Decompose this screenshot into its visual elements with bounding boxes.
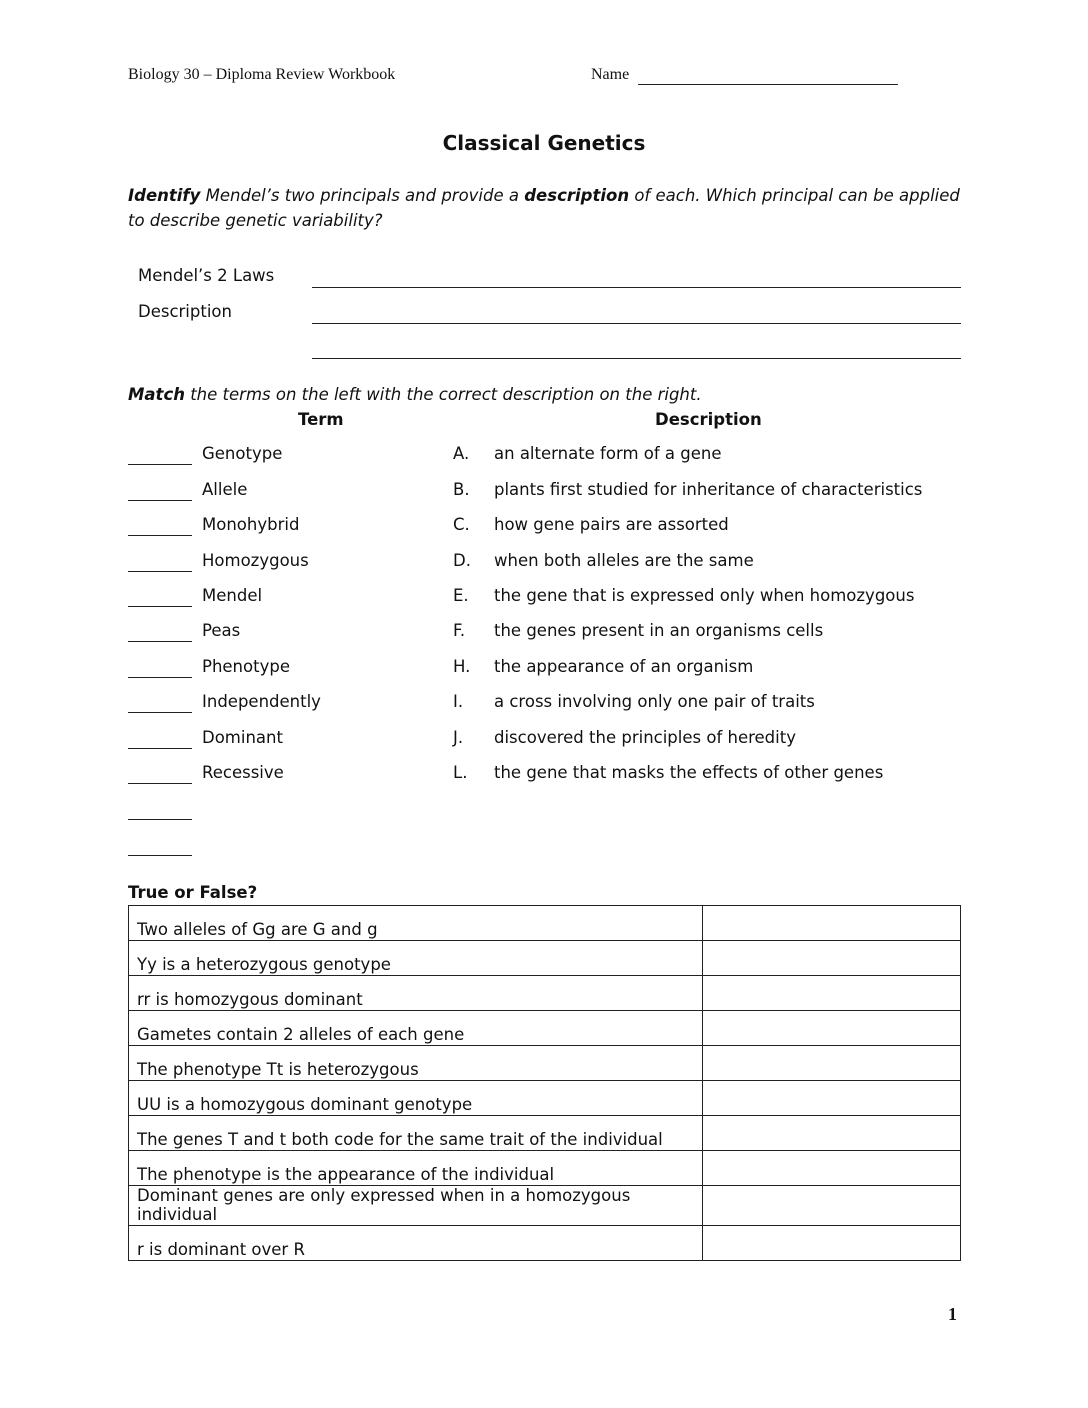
table-row bbox=[129, 1081, 961, 1116]
match-term: Recessive bbox=[202, 763, 284, 782]
table-row bbox=[129, 1226, 961, 1261]
answer-line-description-2[interactable] bbox=[312, 358, 961, 359]
description-label: Description bbox=[138, 302, 232, 321]
course-header: Biology 30 – Diploma Review Workbook bbox=[128, 66, 396, 83]
match-term: Homozygous bbox=[202, 551, 309, 570]
statement-cell: UU is a homozygous dominant genotype bbox=[129, 1081, 703, 1116]
match-term: Phenotype bbox=[202, 657, 290, 676]
match-description: the appearance of an organism bbox=[494, 657, 754, 676]
match-term: Monohybrid bbox=[202, 515, 300, 534]
table-row bbox=[129, 1046, 961, 1081]
table-row bbox=[129, 941, 961, 976]
match-letter: A. bbox=[453, 444, 470, 463]
matching-instruction-text: the terms on the left with the correct description on the right. bbox=[184, 385, 702, 404]
match-blank[interactable] bbox=[128, 783, 192, 784]
table-row bbox=[129, 1116, 961, 1151]
answer-line-description-1[interactable] bbox=[312, 323, 961, 324]
statement-cell: Yy is a heterozygous genotype bbox=[129, 941, 703, 976]
table-row bbox=[129, 906, 961, 941]
answer-cell[interactable] bbox=[703, 1011, 961, 1046]
table-row bbox=[129, 1011, 961, 1046]
answer-cell[interactable] bbox=[703, 1226, 961, 1261]
answer-cell[interactable] bbox=[703, 1116, 961, 1151]
match-term: Mendel bbox=[202, 586, 263, 605]
answer-line-laws[interactable] bbox=[312, 287, 961, 288]
matching-instruction bbox=[128, 385, 702, 404]
match-term: Independently bbox=[202, 692, 321, 711]
page-number: 1 bbox=[948, 1304, 957, 1324]
match-blank[interactable] bbox=[128, 464, 192, 465]
match-term: Peas bbox=[202, 621, 241, 640]
table-row bbox=[129, 976, 961, 1011]
match-letter: H. bbox=[453, 657, 471, 676]
match-blank[interactable] bbox=[128, 606, 192, 607]
statement-cell: The phenotype is the appearance of the individual bbox=[129, 1151, 703, 1186]
question-text-a: Mendel’s two principals and provide a bbox=[200, 186, 525, 205]
match-letter: I. bbox=[453, 692, 464, 711]
answer-cell[interactable] bbox=[703, 906, 961, 941]
statement-cell: The genes T and t both code for the same trait of the individual bbox=[129, 1116, 703, 1151]
match-description: plants first studied for inheritance of characteristics bbox=[494, 480, 923, 499]
mendel-laws-label: Mendel’s 2 Laws bbox=[138, 266, 275, 285]
answer-cell[interactable] bbox=[703, 1081, 961, 1116]
match-description: the gene that masks the effects of other genes bbox=[494, 763, 884, 782]
match-term: Dominant bbox=[202, 728, 283, 747]
answer-cell[interactable] bbox=[703, 976, 961, 1011]
question-text-b: of each. Which principal can be applied to describe genetic variability? bbox=[128, 186, 960, 230]
statement-cell: rr is homozygous dominant bbox=[129, 976, 703, 1011]
match-blank[interactable] bbox=[128, 712, 192, 713]
match-description: discovered the principles of heredity bbox=[494, 728, 796, 747]
match-blank[interactable] bbox=[128, 855, 192, 856]
answer-cell[interactable] bbox=[703, 1186, 961, 1226]
match-letter: B. bbox=[453, 480, 470, 499]
match-term: Genotype bbox=[202, 444, 283, 463]
match-description: when both alleles are the same bbox=[494, 551, 754, 570]
match-blank[interactable] bbox=[128, 677, 192, 678]
answer-cell[interactable] bbox=[703, 1046, 961, 1081]
match-letter: L. bbox=[453, 763, 468, 782]
match-letter: F. bbox=[453, 621, 466, 640]
statement-cell: Two alleles of Gg are G and g bbox=[129, 906, 703, 941]
match-description: an alternate form of a gene bbox=[494, 444, 722, 463]
match-term: Allele bbox=[202, 480, 248, 499]
match-letter: E. bbox=[453, 586, 469, 605]
match-description: how gene pairs are assorted bbox=[494, 515, 729, 534]
name-label: Name bbox=[591, 66, 630, 83]
question-mendel-principles bbox=[128, 183, 968, 233]
table-row bbox=[129, 1151, 961, 1186]
statement-cell: r is dominant over R bbox=[129, 1226, 703, 1261]
true-false-title: True or False? bbox=[128, 883, 258, 902]
match-letter: J. bbox=[453, 728, 464, 747]
description-keyword: description bbox=[524, 186, 630, 205]
statement-cell: Gametes contain 2 alleles of each gene bbox=[129, 1011, 703, 1046]
statement-cell: Dominant genes are only expressed when in a homozygous individual bbox=[129, 1186, 703, 1226]
match-letter: C. bbox=[453, 515, 470, 534]
match-blank[interactable] bbox=[128, 748, 192, 749]
page-title: Classical Genetics bbox=[442, 131, 646, 155]
match-blank[interactable] bbox=[128, 571, 192, 572]
description-column-header: Description bbox=[655, 410, 762, 429]
match-blank[interactable] bbox=[128, 535, 192, 536]
term-column-header: Term bbox=[298, 410, 344, 429]
match-blank[interactable] bbox=[128, 819, 192, 820]
match-keyword: Match bbox=[128, 385, 185, 404]
match-description: a cross involving only one pair of traits bbox=[494, 692, 815, 711]
answer-cell[interactable] bbox=[703, 1151, 961, 1186]
name-blank-line[interactable] bbox=[638, 84, 898, 85]
identify-keyword: Identify bbox=[128, 186, 201, 205]
match-blank[interactable] bbox=[128, 500, 192, 501]
true-false-table bbox=[128, 905, 961, 1261]
table-row bbox=[129, 1186, 961, 1226]
match-description: the gene that is expressed only when homozygous bbox=[494, 586, 915, 605]
match-description: the genes present in an organisms cells bbox=[494, 621, 824, 640]
match-letter: D. bbox=[453, 551, 471, 570]
answer-cell[interactable] bbox=[703, 941, 961, 976]
statement-cell: The phenotype Tt is heterozygous bbox=[129, 1046, 703, 1081]
match-blank[interactable] bbox=[128, 641, 192, 642]
